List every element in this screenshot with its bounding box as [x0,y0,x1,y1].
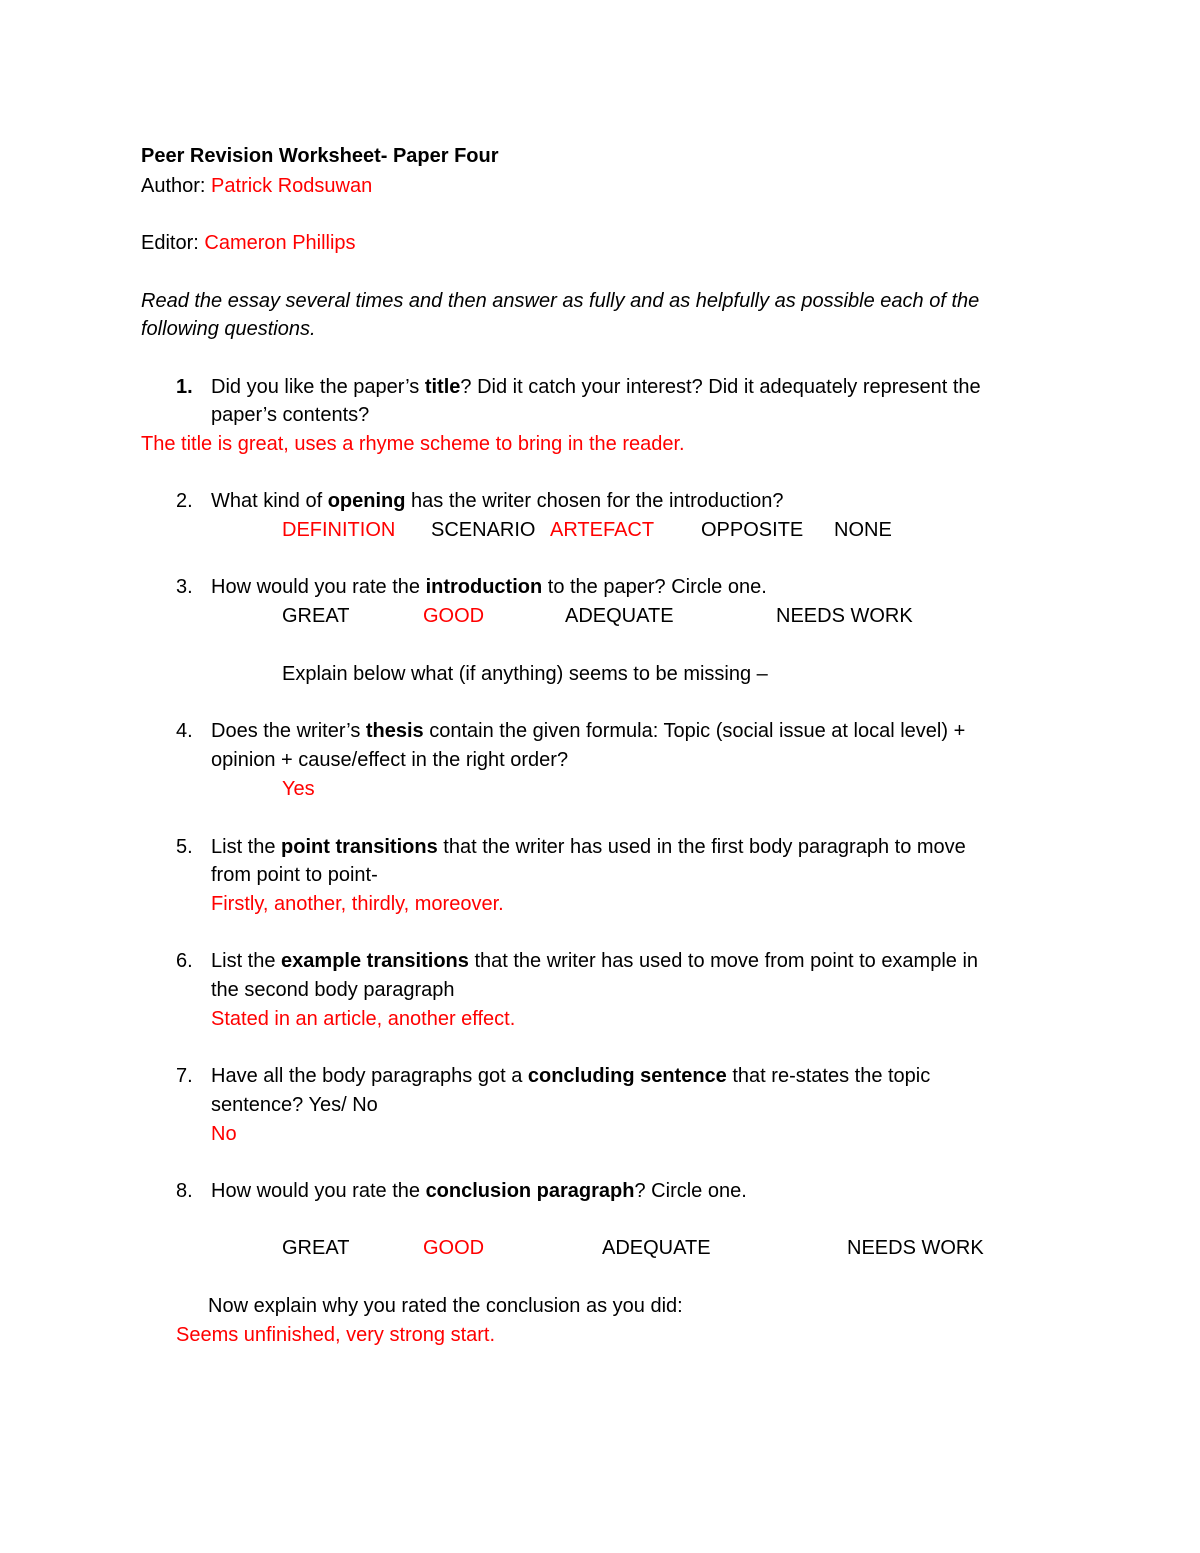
question-6-text-a: List the [211,950,282,972]
author-name: Patrick Rodsuwan [211,175,373,197]
question-7-text [211,1064,930,1088]
intro-option-good: GOOD [423,605,485,627]
option-artefact: ARTEFACT [550,519,655,541]
question-3-text-a: How would you rate the [211,576,426,598]
conclusion-option-adequate: ADEQUATE [602,1237,711,1259]
option-scenario: SCENARIO [431,519,536,541]
question-8-text-c: ? Circle one. [634,1180,747,1202]
question-3-text-c: to the paper? Circle one. [542,576,767,598]
question-8-number: 8. [176,1180,193,1202]
question-5-number: 5. [176,836,193,858]
question-1-text-a: Did you like the paper’s [211,376,425,398]
question-2-text-c: has the writer chosen for the introduction? [405,490,784,512]
intro-option-great: GREAT [282,605,350,627]
instructions-line-2: following questions. [141,318,316,340]
question-7-keyword: concluding sentence [527,1065,727,1087]
question-8-text-a: How would you rate the [211,1180,426,1202]
question-7-text-a: Have all the body paragraphs got a [211,1065,528,1087]
question-5-text-c: that the writer has used in the first body paragraph to move [437,836,966,858]
conclusion-option-good: GOOD [423,1237,485,1259]
question-6-text-c: that the writer has used to move from point to example in [468,950,979,972]
question-7-answer: No [211,1123,237,1145]
option-definition: DEFINITION [282,519,396,541]
question-2-text-a: What kind of [211,490,328,512]
question-3-text [211,575,767,599]
editor-line [141,231,356,255]
author-label: Author: [141,175,206,197]
question-4-text-c: contain the given formula: Topic (social issue at local level) + [423,720,966,742]
conclusion-option-needs-work: NEEDS WORK [847,1237,984,1259]
question-4-text-a: Does the writer’s [211,720,366,742]
question-6-answer: Stated in an article, another effect. [211,1008,516,1030]
question-7-text-line-2: sentence? Yes/ No [211,1094,378,1116]
question-5-text [211,835,966,859]
question-6-text [211,949,978,973]
question-6-keyword: example transitions [281,950,469,972]
question-4-text-line-2: opinion + cause/effect in the right order? [211,749,569,771]
question-1-keyword: title [424,376,461,398]
option-none: NONE [834,519,892,541]
question-2-keyword: opening [327,490,406,512]
question-2-text [211,489,783,513]
question-4-keyword: thesis [365,720,424,742]
question-4-number: 4. [176,720,193,742]
question-3-number: 3. [176,576,193,598]
editor-name: Cameron Phillips [204,232,356,254]
intro-option-needs-work: NEEDS WORK [776,605,913,627]
question-2-number: 2. [176,490,193,512]
question-8-keyword: conclusion paragraph [425,1180,635,1202]
question-4-answer: Yes [282,778,315,800]
intro-option-adequate: ADEQUATE [565,605,674,627]
question-1-text-c: ? Did it catch your interest? Did it adequately represent the [460,376,981,398]
question-6-text-line-2: the second body paragraph [211,979,455,1001]
question-5-answer: Firstly, another, thirdly, moreover. [211,893,504,915]
question-3-explain: Explain below what (if anything) seems to be missing – [282,663,768,685]
question-4-text [211,719,965,743]
editor-label: Editor: [141,232,199,254]
page-title: Peer Revision Worksheet- Paper Four [141,145,499,167]
question-6-number: 6. [176,950,193,972]
question-5-keyword: point transitions [281,836,438,858]
question-8-explain: Now explain why you rated the conclusion as you did: [208,1295,683,1317]
instructions-line-1: Read the essay several times and then answer as fully and as helpfully as possible each of the [141,290,980,312]
question-5-text-a: List the [211,836,282,858]
question-8-answer: Seems unfinished, very strong start. [176,1324,496,1346]
question-1-answer: The title is great, uses a rhyme scheme to bring in the reader. [141,433,685,455]
conclusion-option-great: GREAT [282,1237,350,1259]
question-7-text-c: that re-states the topic [726,1065,931,1087]
question-1-text-line-2: paper’s contents? [211,404,370,426]
question-3-keyword: introduction [425,576,543,598]
question-7-number: 7. [176,1065,193,1087]
option-opposite: OPPOSITE [701,519,804,541]
author-line [141,174,372,198]
question-5-text-line-2: from point to point- [211,864,378,886]
question-8-text [211,1179,747,1203]
question-1-number: 1. [176,376,193,398]
question-1-text [211,375,981,399]
